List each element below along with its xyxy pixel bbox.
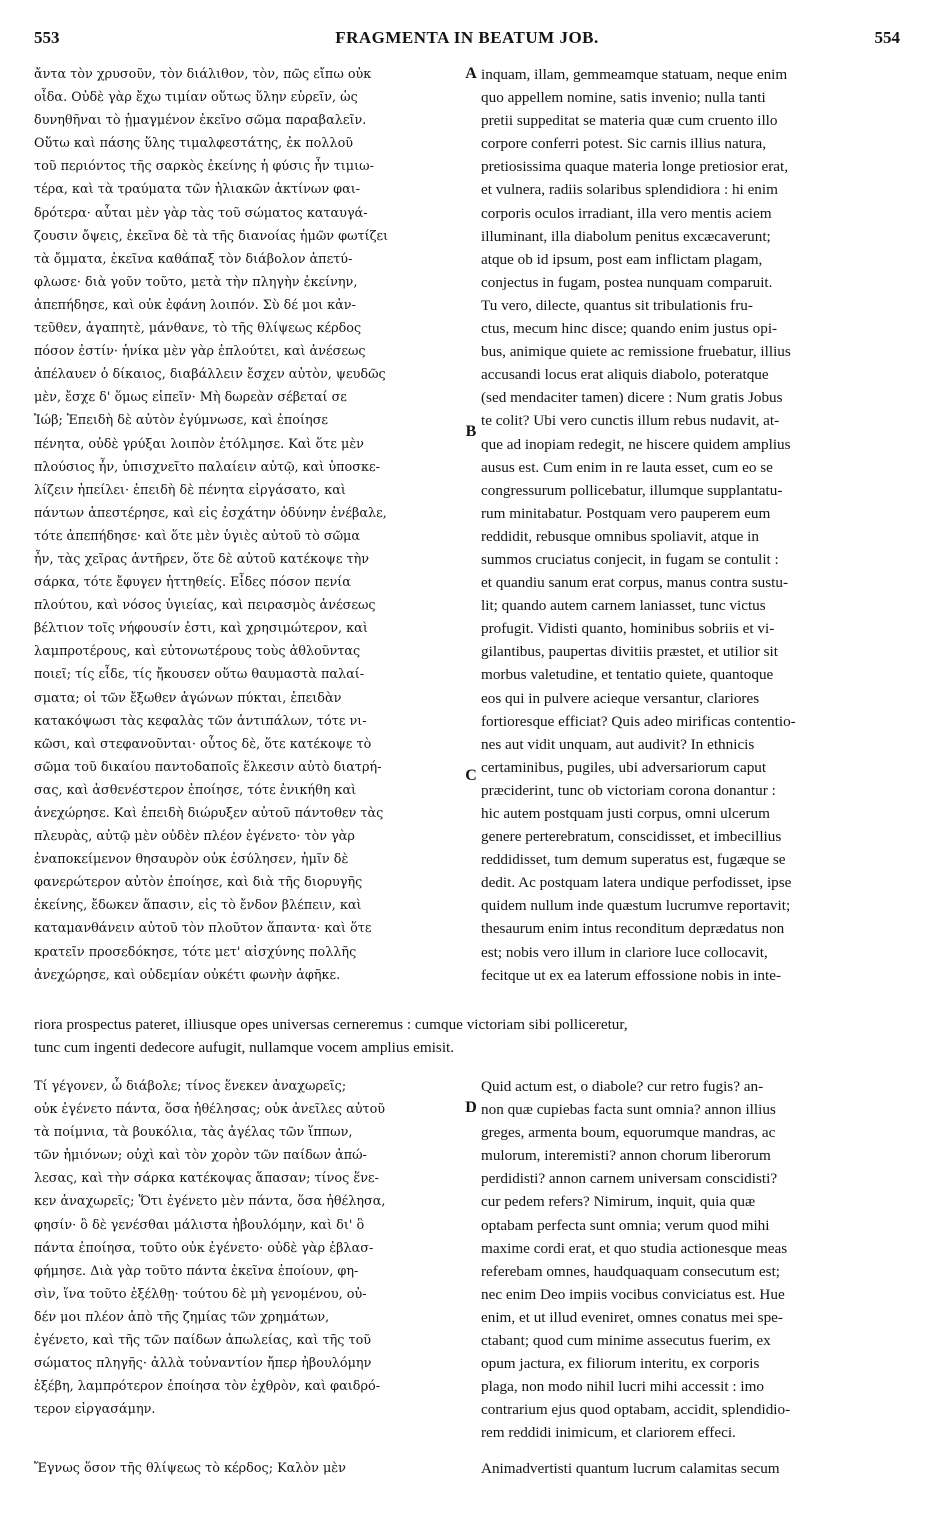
text-line: πλούσιος ἦν, ὑπισχνεῖτο παλαίειν αὐτῷ, καὶ ὑποσκε- [34, 459, 380, 475]
page-header [34, 28, 900, 58]
text-line: φήμησε. Διὰ γὰρ τοῦτο πάντα ἐκεῖνα ἐποίουν, φη- [34, 1263, 359, 1279]
text-line: opum jactura, ex filiorum interitu, ex corporis [481, 1355, 760, 1373]
text-line: ἀνεχώρησε. Καὶ ἐπειδὴ διώρυξεν αὐτοῦ πάντοθεν τὰς [34, 806, 384, 821]
text-line: que ad inopiam redegit, ne hiscere quidem amplius [481, 435, 791, 453]
text-line: gilantibus, paupertas divitiis præstet, et utilior sit [481, 643, 778, 661]
text-line: reddidit, rebusque omnibus spoliavit, atque in [481, 527, 759, 545]
text-line: ποιεῖ; τίς εἶδε, τίς ἤκουσεν οὕτω θαυμαστὰ παλαί- [34, 667, 365, 683]
text-line: quo appellem nomine, satis invenio; nulla tanti [481, 89, 766, 107]
text-line: οἶδα. Οὐδὲ γὰρ ἔχω τιμίαν οὕτως ὕλην εὑρεῖν, ὡς [34, 90, 358, 106]
page-number-left: 553 [34, 28, 60, 47]
text-line: τῶν ἡμιόνων; οὐχὶ καὶ τὸν χορὸν τῶν παίδων ἀπώ- [34, 1148, 367, 1164]
text-line: Ἰώβ; Ἐπειδὴ δὲ αὐτὸν ἐγύμνωσε, καὶ ἐποίησε [34, 413, 329, 429]
text-line: τὰ ποίμνια, τὰ βουκόλια, τὰς ἀγέλας τῶν ἵππων, [34, 1125, 353, 1141]
text-line: reddidisset, tum demum superatus est, fugæque se [481, 851, 786, 869]
text-line: οὐκ ἐγένετο πάντα, ὅσα ἠθέλησας; οὐκ ἀνεῖλες αὐτοῦ [34, 1102, 386, 1118]
text-line: ἀνεχώρησε, καὶ οὐδεμίαν οὐκέτι φωνὴν ἀφῆκε. [34, 967, 341, 983]
text-line: βέλτιον τοῖς νήφουσίν ἐστι, καὶ χρησιμώτερον, καὶ [34, 621, 368, 637]
text-line: φανερώτερον αὐτὸν ἐποίησε, καὶ διὰ τῆς διορυγῆς [34, 875, 363, 891]
text-line: πλούτου, καὶ νόσος ὑγιείας, καὶ πειρασμὸς ἀνέσεως [34, 598, 376, 614]
text-line: σματα; οἱ τῶν ἔξωθεν ἀγώνων πύκται, ἐπειδὰν [34, 690, 342, 706]
text-line: illuminant, illa diabolum penitus excæcaverunt; [481, 227, 771, 245]
text-line: optabam perfecta sunt omnia; verum quod mihi [481, 1216, 770, 1234]
text-line: fecitque ut ex ea laterum effossione nobis in inte- [481, 966, 781, 984]
text-line: ἄντα τὸν χρυσοῦν, τὸν διάλιθον, τὸν, πῶς εἴπω οὐκ [34, 67, 372, 82]
text-line: pretii suppeditat se materia quæ cum cruento illo [481, 112, 778, 130]
text-line: quidem nullum inde quæstum lucrumve reportavit; [481, 897, 791, 915]
text-line: τὰ ὄμματα, ἐκεῖνα καθάπαξ τὸν διάβολον ἀπετύ- [34, 251, 353, 267]
text-line: rum minitabatur. Postquam vero pauperem eum [481, 504, 771, 522]
text-line: inquam, illam, gemmeamque statuam, neque enim [481, 66, 788, 83]
text-line: plaga, non modo nihil lucri mihi accessit : imo [481, 1378, 765, 1396]
text-line: ἦν, τὰς χεῖρας ἀντῆρεν, ὅτε δὲ αὐτοῦ κατέκοψε τὴν [34, 551, 370, 567]
text-line: hic autem postquam justi corpus, omni ulcerum [481, 805, 770, 822]
text-line: congressurum pollicebatur, illumque supplantatu- [481, 481, 783, 499]
text-line: lit; quando autem carnem laniasset, tunc victus [481, 597, 766, 615]
text-line: τερον εἰργασάμην. [34, 1402, 156, 1418]
text-line: enim, et ut illud eveniret, omnes conatus mei spe- [481, 1308, 783, 1326]
text-line: præciderint, tunc ob victoriam corona donantur : [481, 781, 776, 799]
greek-column-block-1 [34, 63, 460, 987]
text-line: φησίν· ὃ δὲ γενέσθαι μάλιστα ἠβουλόμην, καὶ δι' ὃ [34, 1217, 365, 1233]
text-line: et vulnera, radiis solaribus splendidiora : hi enim [481, 181, 778, 199]
text-line: σας, καὶ ἀσθενέστερον ἐποίησε, τότε ἐνικήθη καὶ [34, 782, 357, 798]
text-line: ἐκείνης, ἔδωκεν ἅπασιν, εἰς τὸ ἔνδον βλέπειν, καὶ [34, 898, 362, 914]
text-line: πάντα ἐποίησα, τοῦτο οὐκ ἐγένετο· οὐδὲ γὰρ ἐβλασ- [34, 1240, 374, 1256]
text-line: riora prospectus pateret, illiusque opes universas cerneremus : cumque victoriam sibi polliceretur, [34, 1016, 628, 1033]
text-line: σῶμα τοῦ δικαίου παντοδαποῖς ἕλκεσιν αὐτὸ διατρή- [34, 759, 382, 775]
text-line: πάντων ἀπεστέρησε, καὶ εἰς ἐσχάτην ὀδύνην ἐνέβαλε, [34, 505, 387, 521]
text-line: tunc cum ingenti dedecore aufugit, nullamque vocem amplius emisit. [34, 1039, 455, 1056]
text-line: mulorum, interemisti? annon chorum liberorum [481, 1147, 771, 1165]
text-line: τοῦ περιόντος τῆς σαρκὸς ἐκείνης ἡ φύσις ἦν τιμιω- [34, 159, 374, 175]
text-line: certaminibus, pugiles, ubi adversariorum caput [481, 758, 767, 776]
text-line: λεσας, καὶ τὴν σάρκα κατέκοψας ἅπασαν; τίνος ἕνε- [34, 1171, 379, 1187]
full-width-latin-lines [34, 1013, 900, 1059]
text-line: δυνηθῆναι τὸ ᾑμαγμένον ἐκεῖνο σῶμα παραβαλεῖν. [34, 113, 367, 129]
text-line: φλωσε· διὰ γοῦν τοῦτο, μετὰ τὴν πληγὴν ἐκείνην, [34, 274, 358, 290]
text-line: μὲν, ἔσχε δ' ὅμως εἰπεῖν· Μὴ δωρεὰν σέβεταί σε [34, 390, 347, 406]
running-title: FRAGMENTA IN BEATUM JOB. [335, 28, 599, 47]
text-line: ctabant; quod cum minime assecutus fuerim, ex [481, 1332, 771, 1350]
text-line: thesaurum enim intus reconditum deprædatus non [481, 920, 785, 938]
text-line: cur pedem refers? Nimirum, inquit, quia quæ [481, 1193, 756, 1211]
text-line: σὶν, ἵνα τοῦτο ἐξέλθῃ· τούτου δὲ μὴ γενομένου, οὐ- [34, 1286, 367, 1302]
text-line: πλευρὰς, αὐτῷ μὲν οὐδὲν πλέον ἐγένετο· τὸν γὰρ [34, 829, 355, 845]
text-line: κεν ἀναχωρεῖς; Ὅτι ἐγένετο μὲν πάντα, ὅσα ἠθέλησα, [34, 1194, 386, 1210]
text-line: Quid actum est, o diabole? cur retro fugis? an- [481, 1078, 764, 1095]
text-line: ctus, mecum hinc disce; quando enim justus opi- [481, 320, 778, 338]
latin-final-line: Animadvertisti quantum lucrum calamitas secum [481, 1460, 780, 1477]
text-line: Οὕτω καὶ πάσης ὕλης τιμαλφεστάτης, ἐκ πολλοῦ [34, 136, 354, 152]
text-line: summos cruciatus conjecit, in fugam se contulit : [481, 550, 779, 568]
text-line: perdidisti? annon carnem universam conscidisti? [481, 1170, 778, 1188]
text-line: genere perterebratum, conscidisset, et imbecillius [481, 828, 782, 846]
page-number-right: 554 [874, 28, 900, 47]
margin-marker-c: C [465, 767, 477, 784]
text-line: τεῦθεν, ἀγαπητὲ, μάνθανε, τὸ τῆς θλίψεως κέρδος [34, 321, 362, 337]
text-line: τέρα, καὶ τὰ τραύματα τῶν ἡλιακῶν ἀκτίνων φαι- [34, 182, 361, 198]
text-line: κατακόψωσι τὰς κεφαλὰς τῶν ἀντιπάλων, τότε νι- [34, 713, 367, 729]
text-line: σώματος πληγῆς· ἀλλὰ τοὐναντίον ἤπερ ἠβουλόμην [34, 1356, 372, 1372]
latin-column-block-1 [481, 63, 899, 987]
text-line: λίζειν ἠπείλει· ἐπειδὴ δὲ πένητα εἰργάσατο, καὶ [34, 482, 346, 498]
text-line: ἐγένετο, καὶ τῆς τῶν παίδων ἀπωλείας, καὶ τῆς τοῦ [34, 1333, 372, 1349]
text-line: fortioresque efficiat? Quis adeo mirificas contentio- [481, 712, 796, 730]
margin-marker-b: B [465, 423, 477, 440]
margin-marker-a: A [465, 65, 477, 82]
text-line: ἀπεπήδησε, καὶ οὐκ ἐφάνη λοιπόν. Σὺ δέ μοι κἀν- [34, 297, 356, 313]
text-line: nec enim Deo impiis vocibus conviciatus est. Hue [481, 1285, 785, 1303]
text-line: τότε ἀπεπήδησε· καὶ ὅτε μὲν ὑγιὲς αὐτοῦ τὸ σῶμα [34, 528, 361, 544]
text-line: est; nobis vero illum in clariore luce collocavit, [481, 943, 768, 961]
text-line: eos qui in pulvere acieque versantur, clariores [481, 689, 760, 707]
text-line: atque ob id ipsum, post eam inflictam plagam, [481, 250, 763, 268]
text-line: καταμανθάνειν αὐτοῦ τὸν πλοῦτον ἅπαντα· καὶ ὅτε [34, 921, 372, 937]
text-line: κῶσι, καὶ στεφανοῦνται· οὗτος δὲ, ὅτε κατέκοψε τὸ [34, 736, 372, 752]
margin-marker-d: D [465, 1099, 477, 1116]
text-line: maxime cordi erat, et quo studia actionesque meas [481, 1239, 788, 1257]
greek-final-line: Ἔγνως ὅσον τῆς θλίψεως τὸ κέρδος; Καλὸν μὲν [34, 1461, 346, 1476]
text-line: κρατεῖν προσεδόκησε, τότε μετ' αἰσχύνης πολλῆς [34, 944, 357, 960]
text-line: contrarium ejus quod optabam, accidit, splendidio- [481, 1401, 791, 1419]
text-line: greges, armenta boum, equorumque mandras, ac [481, 1124, 776, 1142]
greek-column-block-2 [34, 1075, 460, 1421]
text-line: morbus valetudine, et tentatio quiete, quantoque [481, 666, 774, 684]
text-line: (sed mendaciter tamen) dicere : Num gratis Jobus [481, 389, 783, 407]
text-line: pretiosissima quaque materia longe pretiosior erat, [481, 158, 789, 176]
text-line: bus, animique quiete ac remissione fruebatur, illius [481, 343, 791, 361]
text-line: λαμπροτέρους, καὶ εὐτονωτέρους τοὺς ἀθλοῦντας [34, 644, 361, 660]
text-line: conjectus in fugam, postea nunquam comparuit. [481, 273, 773, 291]
text-line: profugit. Vidisti quanto, hominibus sobriis et vi- [481, 620, 775, 638]
text-line: δέν μοι πλέον ἀπὸ τῆς ζημίας τῶν χρημάτων, [34, 1309, 330, 1325]
text-line: referebam omnes, haudquaquam consecutum est; [481, 1262, 781, 1280]
latin-column-block-2 [481, 1075, 899, 1445]
text-line: te colit? Ubi vero cunctis illum rebus nudavit, at- [481, 412, 780, 430]
text-line: non quæ cupiebas facta sunt omnia? annon illius [481, 1101, 776, 1119]
text-line: Τί γέγονεν, ὦ διάβολε; τίνος ἕνεκεν ἀναχωρεῖς; [34, 1079, 347, 1094]
text-line: accusandi locus erat aliquis diabolo, poteratque [481, 366, 769, 384]
text-line: πόσον ἐστίν· ἡνίκα μὲν γὰρ ἐπλούτει, καὶ ἀνέσεως [34, 344, 366, 360]
text-line: corporis oculos irradiant, illa vero mentis aciem [481, 204, 772, 222]
text-line: σάρκα, τότε ἔφυγεν ἡττηθείς. Εἶδες πόσον πενία [34, 575, 351, 591]
text-line: ἀπέλαυεν ὁ δίκαιος, διαβάλλειν ἔσχεν αὐτὸν, ψευδῶς [34, 367, 386, 383]
text-line: et quandiu sanum erat corpus, manus contra sustu- [481, 574, 789, 592]
text-line: rem reddidi inimicum, et clariorem effeci. [481, 1424, 736, 1442]
text-line: πένητα, οὐδὲ γρύξαι λοιπὸν ἐτόλμησε. Καὶ ὅτε μὲν [34, 436, 364, 452]
text-line: δρότερα· αὗται μὲν γὰρ τὰς τοῦ σώματος καταυγά- [34, 205, 368, 221]
text-line: ἐναποκείμενον θησαυρὸν οὐκ ἐσύλησεν, ἡμῖν δὲ [34, 852, 349, 868]
text-line: ausus est. Cum enim in re lauta esset, cum eo se [481, 458, 773, 476]
text-line: dedit. Ac postquam latera undique perfodisset, ipse [481, 874, 792, 892]
text-line: nes aut vidit unquam, aut audivit? In ethnicis [481, 735, 755, 753]
text-line: ἐξέβη, λαμπρότερον ἐποίησα τὸν ἐχθρὸν, καὶ φαιδρό- [34, 1379, 381, 1395]
text-line: corpore conferri potest. Sic carnis illius natura, [481, 135, 767, 153]
text-line: ζουσιν ὄψεις, ἐκεῖνα δὲ τὰ τῆς διανοίας ἡμῶν φωτίζει [34, 228, 389, 244]
text-line: Tu vero, dilecte, quantus sit tribulationis fru- [481, 296, 753, 314]
